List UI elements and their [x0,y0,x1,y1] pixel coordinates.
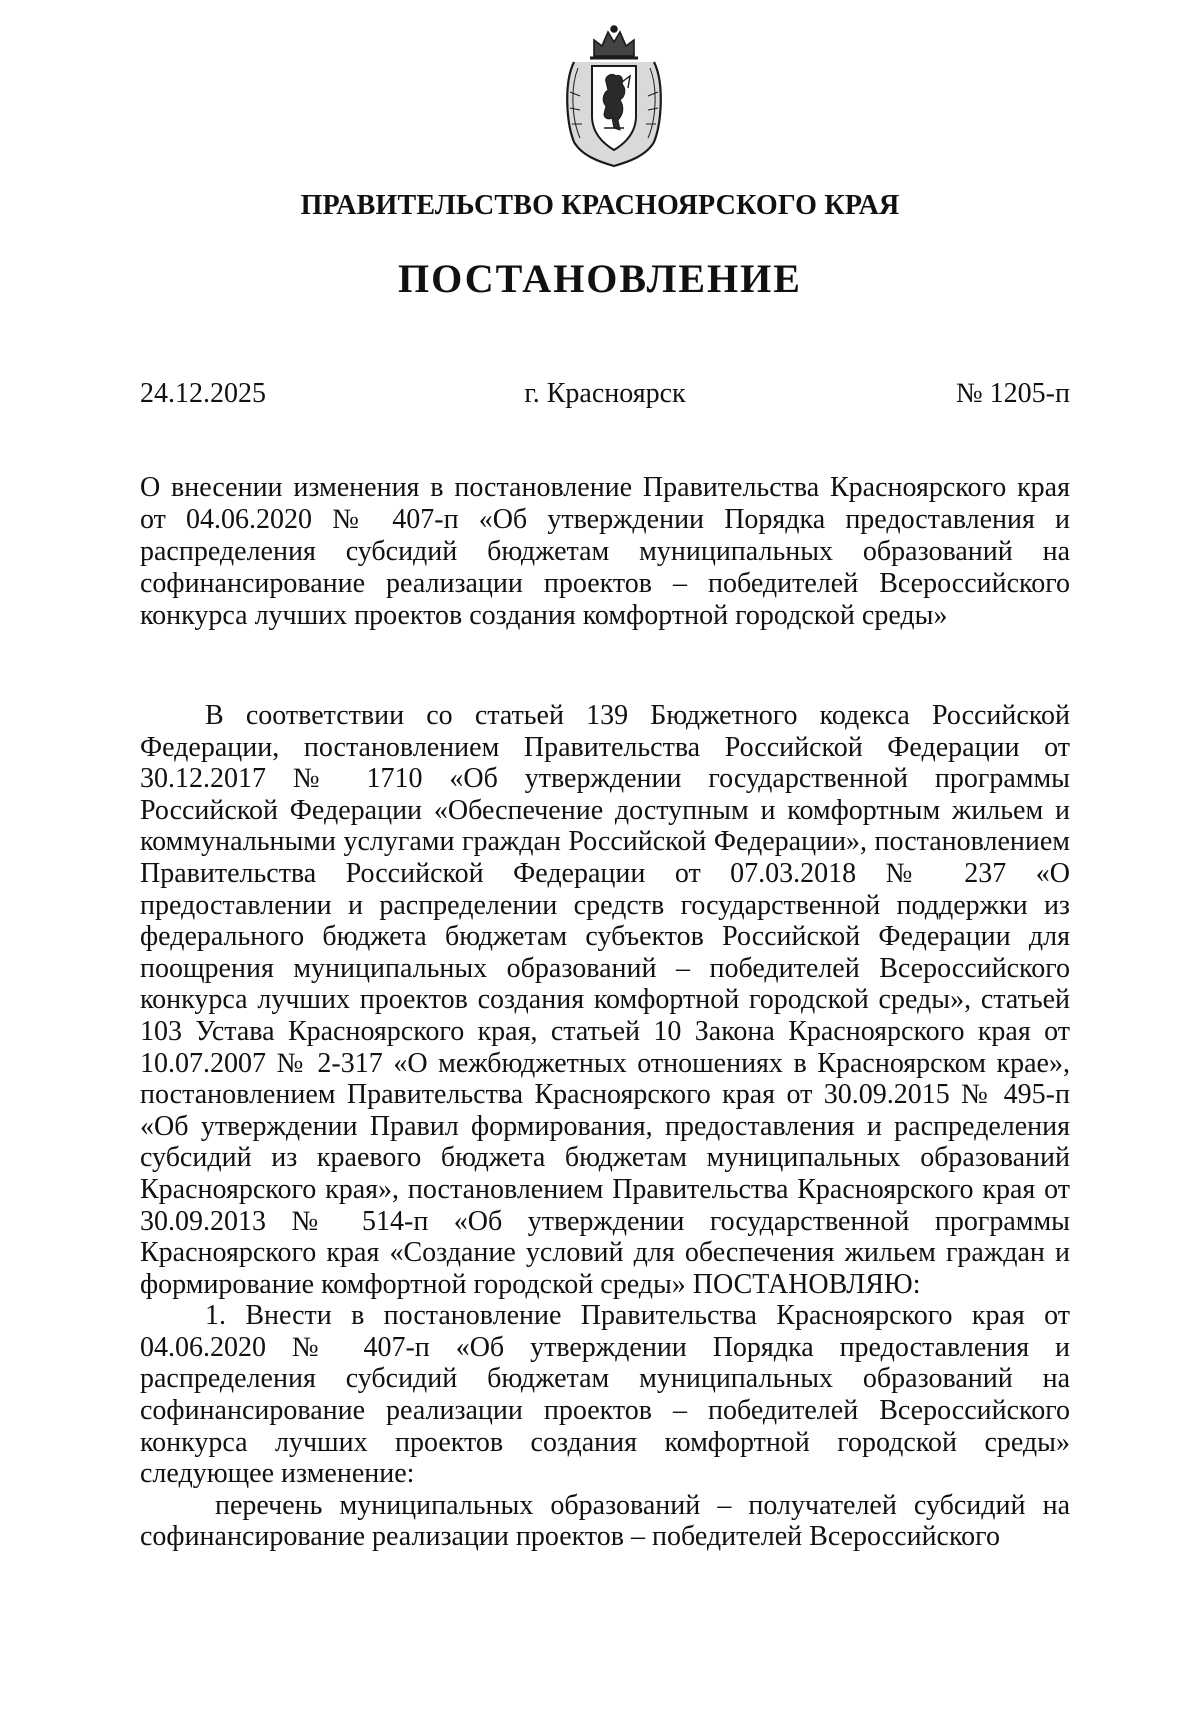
document-city: г. Красноярск [524,378,686,409]
document-meta-row [140,378,1070,418]
document-type-title: ПОСТАНОВЛЕНИЕ [398,256,802,301]
coat-of-arms-icon [560,22,668,170]
body-preamble: В соответствии со статьей 139 Бюджетного кодекса Российской Федерации, постановлением Правительства Российской Федерации от 30.12.2017 № 1710 «Об утверждении государственной программы Российской Федерации «Обеспечение доступным и комфортным жильем и коммунальными услугами граждан Российской Федерации», постановлением Правительства Российской Федерации от 07.03.2018 № 237 «О предоставлении и распределении средств государственной поддержки из федерального бюджета бюджетам субъектов Российской Федерации для поощрения муниципальных образований – победителей Всероссийского конкурса лучших проектов создания комфортной городской среды», статьей 103 Устава Красноярского края, статьей 10 Закона Красноярского края от 10.07.2007 № 2-317 «О межбюджетных отношениях в Красноярском крае», постановлением Правительства Красноярского края от 30.09.2015 № 495-п «Об утверждении Правил формирования, предоставления и распределения субсидий из краевого бюджета бюджетам муниципальных образований Красноярского края», постановлением Правительства Красноярского края от 30.09.2013 № 514-п «Об утверждении государственной программы Красноярского края «Создание условий для обеспечения жильем граждан и формирование комфортной городской среды» ПОСТАНОВЛЯЮ: [140,700,1070,1300]
organization-title: ПРАВИТЕЛЬСТВО КРАСНОЯРСКОГО КРАЯ [300,190,900,221]
body-item-1-detail: перечень муниципальных образований – получателей субсидий на софинансирование реализации проектов – победителей Всероссийского [140,1489,1070,1553]
document-subject: О внесении изменения в постановление Правительства Красноярского края от 04.06.2020 № 407-п «Об утверждении Порядка предоставления и распределения субсидий бюджетам муниципальных образований на софинансирование реализации проектов – победителей Всероссийского конкурса лучших проектов создания комфортной городской среды» [140,472,1070,631]
body-item-1: 1. Внести в постановление Правительства Красноярского края от 04.06.2020 № 407-п «Об утверждении Порядка предоставления и распределения субсидий бюджетам муниципальных образований на софинансирование реализации проектов – победителей Всероссийского конкурса лучших проектов создания комфортной городской среды» следующее изменение: [140,1300,1070,1490]
document-number: № 1205-п [955,378,1070,409]
document-body [140,700,1070,1553]
document-date: 24.12.2025 [140,378,266,409]
